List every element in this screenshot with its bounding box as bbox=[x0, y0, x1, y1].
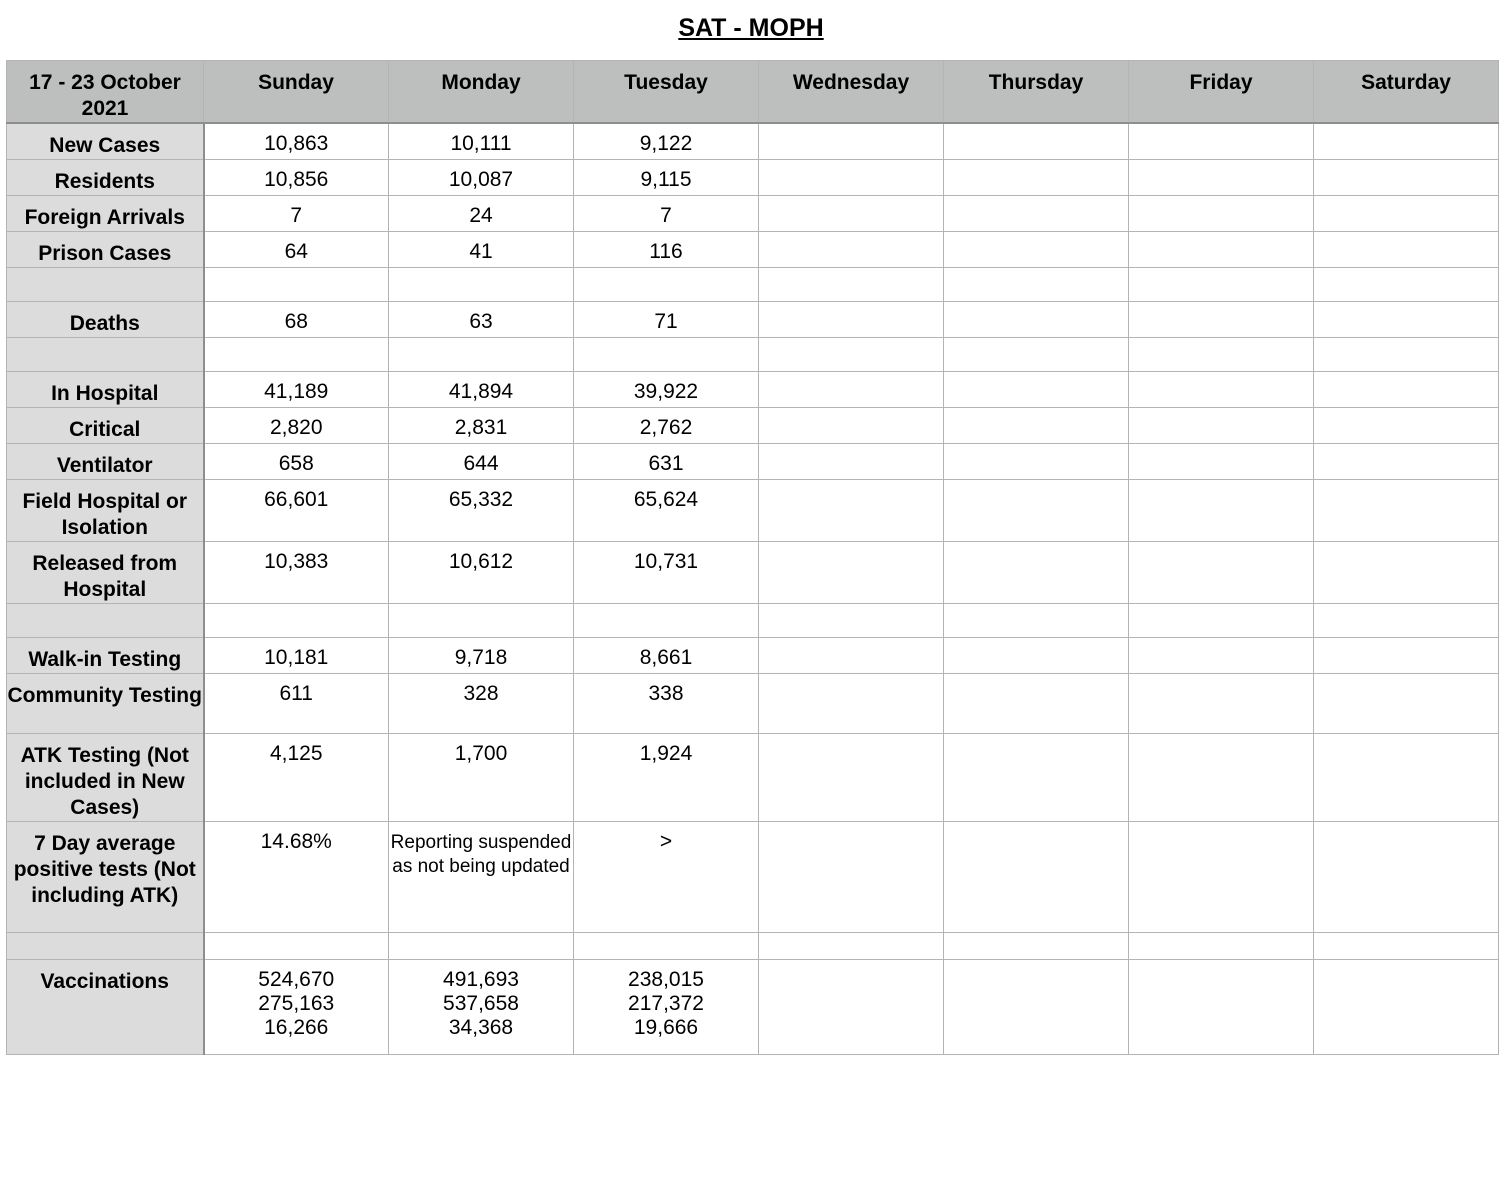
table-cell bbox=[1314, 933, 1499, 960]
table-cell bbox=[759, 232, 944, 268]
table-cell bbox=[759, 933, 944, 960]
table-cell bbox=[944, 408, 1129, 444]
table-cell bbox=[574, 338, 759, 372]
table-cell bbox=[574, 933, 759, 960]
table-row bbox=[7, 822, 1499, 933]
row-label: Critical bbox=[7, 408, 204, 444]
table-cell: 10,856 bbox=[204, 160, 389, 196]
table-cell: 328 bbox=[389, 674, 574, 734]
table-cell bbox=[1314, 674, 1499, 734]
row-label: 7 Day average positive tests (Not including ATK) bbox=[7, 822, 204, 933]
day-header-monday: Monday bbox=[389, 61, 574, 124]
table-cell bbox=[944, 302, 1129, 338]
table-cell bbox=[944, 160, 1129, 196]
table-cell bbox=[944, 123, 1129, 160]
table-row bbox=[7, 196, 1499, 232]
day-header-saturday: Saturday bbox=[1314, 61, 1499, 124]
spacer-row bbox=[7, 338, 1499, 372]
table-cell bbox=[759, 302, 944, 338]
table-cell bbox=[1314, 444, 1499, 480]
day-header-tuesday: Tuesday bbox=[574, 61, 759, 124]
vaccination-value: 217,372 bbox=[628, 992, 704, 1015]
table-cell: 9,718 bbox=[389, 638, 574, 674]
table-cell bbox=[1314, 822, 1499, 933]
row-label: Residents bbox=[7, 160, 204, 196]
table-cell: 1,924 bbox=[574, 734, 759, 822]
table-cell bbox=[1129, 408, 1314, 444]
table-cell: 7 bbox=[574, 196, 759, 232]
day-header-wednesday: Wednesday bbox=[759, 61, 944, 124]
table-cell bbox=[759, 960, 944, 1055]
table-cell bbox=[944, 196, 1129, 232]
table-cell bbox=[759, 372, 944, 408]
table-cell bbox=[1129, 960, 1314, 1055]
table-cell: > bbox=[574, 822, 759, 933]
table-cell bbox=[1314, 734, 1499, 822]
table-cell: 41,894 bbox=[389, 372, 574, 408]
day-header-friday: Friday bbox=[1129, 61, 1314, 124]
table-cell bbox=[944, 638, 1129, 674]
row-label: Deaths bbox=[7, 302, 204, 338]
vaccination-value: 537,658 bbox=[443, 992, 519, 1015]
vaccination-value: 34,368 bbox=[448, 1016, 514, 1039]
table-cell bbox=[1129, 604, 1314, 638]
spacer-row bbox=[7, 268, 1499, 302]
table-cell bbox=[1129, 734, 1314, 822]
row-label bbox=[7, 604, 204, 638]
table-cell bbox=[759, 196, 944, 232]
table-cell bbox=[944, 542, 1129, 604]
table-cell: 10,087 bbox=[389, 160, 574, 196]
table-cell bbox=[1129, 232, 1314, 268]
vaccination-value: 19,666 bbox=[633, 1016, 699, 1039]
table-cell: 611 bbox=[204, 674, 389, 734]
table-row bbox=[7, 480, 1499, 542]
table-cell bbox=[204, 338, 389, 372]
table-cell bbox=[204, 268, 389, 302]
table-cell: 644 bbox=[389, 444, 574, 480]
table-cell bbox=[759, 268, 944, 302]
table-cell bbox=[1314, 372, 1499, 408]
table-cell bbox=[944, 604, 1129, 638]
table-cell bbox=[1129, 372, 1314, 408]
table-cell: 10,111 bbox=[389, 123, 574, 160]
table-cell: 658 bbox=[204, 444, 389, 480]
table-cell bbox=[1129, 444, 1314, 480]
table-cell: 64 bbox=[204, 232, 389, 268]
table-cell: 10,181 bbox=[204, 638, 389, 674]
table-cell: 2,762 bbox=[574, 408, 759, 444]
table-cell bbox=[944, 674, 1129, 734]
covid-stats-table bbox=[6, 60, 1499, 1055]
table-cell bbox=[389, 604, 574, 638]
table-cell: 14.68% bbox=[204, 822, 389, 933]
vaccination-value: 491,693 bbox=[443, 968, 519, 991]
spacer-row bbox=[7, 933, 1499, 960]
table-row bbox=[7, 444, 1499, 480]
table-cell: 10,863 bbox=[204, 123, 389, 160]
table-cell bbox=[204, 960, 389, 1055]
table-cell bbox=[759, 123, 944, 160]
table-row bbox=[7, 123, 1499, 160]
row-label bbox=[7, 933, 204, 960]
table-cell: 39,922 bbox=[574, 372, 759, 408]
table-cell: 65,332 bbox=[389, 480, 574, 542]
table-cell bbox=[759, 604, 944, 638]
table-cell bbox=[759, 408, 944, 444]
row-label: Walk-in Testing bbox=[7, 638, 204, 674]
table-cell bbox=[1314, 542, 1499, 604]
table-cell bbox=[944, 960, 1129, 1055]
table-cell bbox=[759, 734, 944, 822]
row-label: Field Hospital or Isolation bbox=[7, 480, 204, 542]
table-cell bbox=[759, 160, 944, 196]
row-label: Foreign Arrivals bbox=[7, 196, 204, 232]
vaccination-value: 16,266 bbox=[264, 1016, 329, 1039]
table-cell bbox=[1129, 268, 1314, 302]
table-cell bbox=[944, 232, 1129, 268]
table-cell bbox=[1314, 268, 1499, 302]
vaccination-value: 275,163 bbox=[258, 992, 335, 1015]
table-cell bbox=[389, 268, 574, 302]
table-cell bbox=[1314, 604, 1499, 638]
table-cell: 8,661 bbox=[574, 638, 759, 674]
row-label: Community Testing bbox=[7, 674, 204, 734]
table-row bbox=[7, 674, 1499, 734]
table-cell bbox=[1129, 302, 1314, 338]
row-label bbox=[7, 268, 204, 302]
row-label: Prison Cases bbox=[7, 232, 204, 268]
table-row bbox=[7, 960, 1499, 1055]
table-cell bbox=[944, 933, 1129, 960]
table-cell bbox=[389, 338, 574, 372]
table-cell: 9,115 bbox=[574, 160, 759, 196]
table-cell bbox=[944, 372, 1129, 408]
table-cell bbox=[1129, 542, 1314, 604]
table-cell bbox=[759, 674, 944, 734]
table-cell bbox=[1129, 196, 1314, 232]
table-row bbox=[7, 734, 1499, 822]
table-cell bbox=[574, 604, 759, 638]
table-cell: 10,731 bbox=[574, 542, 759, 604]
page-title: SAT - MOPH bbox=[678, 14, 824, 42]
table-cell bbox=[1314, 480, 1499, 542]
vaccination-value: 238,015 bbox=[628, 968, 704, 991]
table-cell: 631 bbox=[574, 444, 759, 480]
table-cell: 41,189 bbox=[204, 372, 389, 408]
table-cell: 10,612 bbox=[389, 542, 574, 604]
table-cell: 41 bbox=[389, 232, 574, 268]
table-cell: 63 bbox=[389, 302, 574, 338]
table-cell bbox=[1314, 123, 1499, 160]
table-cell bbox=[1129, 638, 1314, 674]
table-cell bbox=[1314, 196, 1499, 232]
table-cell bbox=[759, 480, 944, 542]
table-cell bbox=[1129, 480, 1314, 542]
table-cell: 338 bbox=[574, 674, 759, 734]
table-cell: 10,383 bbox=[204, 542, 389, 604]
table-cell bbox=[574, 960, 759, 1055]
table-cell bbox=[1129, 822, 1314, 933]
table-cell bbox=[1314, 338, 1499, 372]
row-label: New Cases bbox=[7, 123, 204, 160]
row-label: Vaccinations bbox=[7, 960, 204, 1055]
table-cell bbox=[759, 822, 944, 933]
table-row bbox=[7, 160, 1499, 196]
row-label: Released from Hospital bbox=[7, 542, 204, 604]
table-cell bbox=[1314, 408, 1499, 444]
table-cell: 2,831 bbox=[389, 408, 574, 444]
table-cell bbox=[1314, 638, 1499, 674]
table-cell: 9,122 bbox=[574, 123, 759, 160]
table-cell bbox=[389, 960, 574, 1055]
table-cell bbox=[944, 480, 1129, 542]
table-cell: 68 bbox=[204, 302, 389, 338]
spacer-row bbox=[7, 604, 1499, 638]
table-cell bbox=[1314, 960, 1499, 1055]
table-cell bbox=[759, 444, 944, 480]
table-cell: 66,601 bbox=[204, 480, 389, 542]
row-label: In Hospital bbox=[7, 372, 204, 408]
week-range-header: 17 - 23 October 2021 bbox=[7, 61, 204, 124]
table-cell: 4,125 bbox=[204, 734, 389, 822]
table-cell bbox=[1314, 160, 1499, 196]
table-cell bbox=[574, 268, 759, 302]
table-row bbox=[7, 542, 1499, 604]
table-cell: 24 bbox=[389, 196, 574, 232]
table-row bbox=[7, 408, 1499, 444]
day-header-sunday: Sunday bbox=[204, 61, 389, 124]
header-row bbox=[7, 61, 1499, 124]
table-cell: 65,624 bbox=[574, 480, 759, 542]
row-label: Ventilator bbox=[7, 444, 204, 480]
table-cell: 116 bbox=[574, 232, 759, 268]
table-cell bbox=[1129, 674, 1314, 734]
table-cell bbox=[944, 734, 1129, 822]
day-header-thursday: Thursday bbox=[944, 61, 1129, 124]
table-cell: 71 bbox=[574, 302, 759, 338]
table-cell-note: Reporting suspended as not being updated bbox=[389, 822, 574, 933]
table-cell: 7 bbox=[204, 196, 389, 232]
table-cell bbox=[759, 338, 944, 372]
table-row bbox=[7, 638, 1499, 674]
table-cell bbox=[204, 604, 389, 638]
table-cell bbox=[759, 638, 944, 674]
table-cell bbox=[1314, 232, 1499, 268]
table-row bbox=[7, 232, 1499, 268]
table-cell bbox=[204, 933, 389, 960]
table-cell bbox=[389, 933, 574, 960]
table-cell: 1,700 bbox=[389, 734, 574, 822]
table-cell bbox=[944, 338, 1129, 372]
table-cell bbox=[944, 444, 1129, 480]
vaccination-value: 524,670 bbox=[258, 968, 335, 991]
row-label bbox=[7, 338, 204, 372]
table-cell bbox=[759, 542, 944, 604]
table-cell bbox=[944, 268, 1129, 302]
table-cell bbox=[1314, 302, 1499, 338]
table-cell bbox=[1129, 933, 1314, 960]
table-cell bbox=[944, 822, 1129, 933]
table-cell bbox=[1129, 123, 1314, 160]
table-row bbox=[7, 372, 1499, 408]
table-cell bbox=[1129, 338, 1314, 372]
table-cell: 2,820 bbox=[204, 408, 389, 444]
table-cell bbox=[1129, 160, 1314, 196]
row-label: ATK Testing (Not included in New Cases) bbox=[7, 734, 204, 822]
table-row bbox=[7, 302, 1499, 338]
